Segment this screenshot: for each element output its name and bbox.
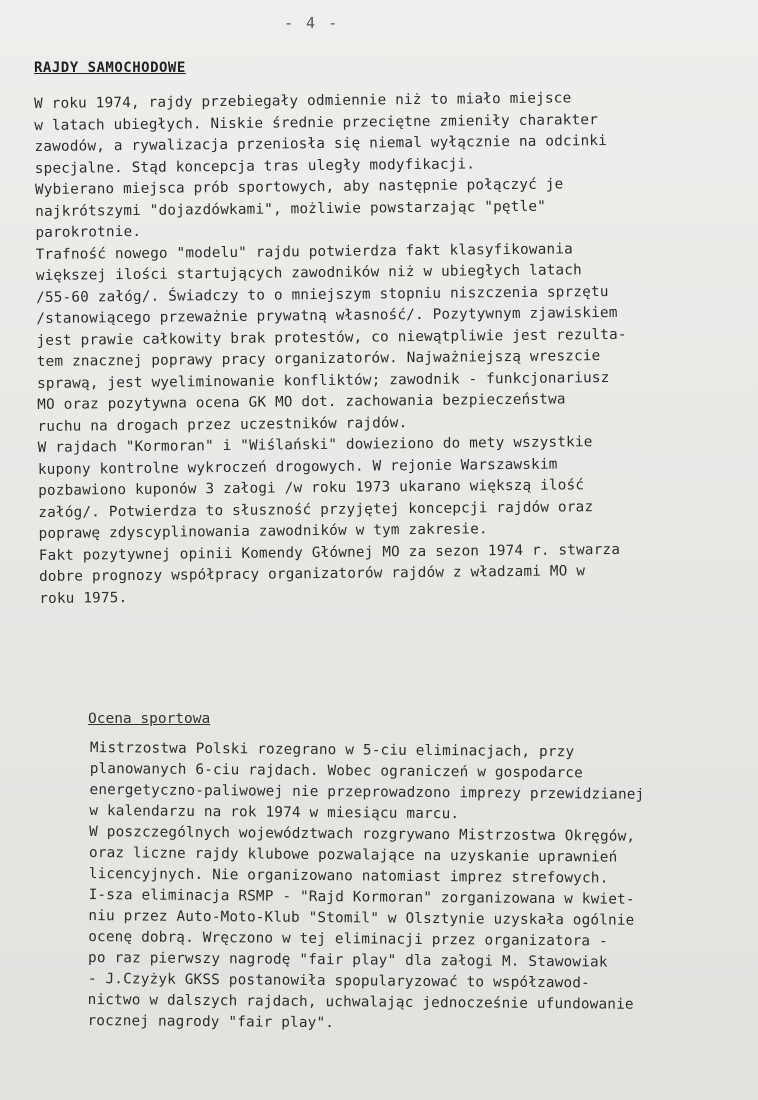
- text-line: rocznej nagrody "fair play".: [87, 1012, 335, 1032]
- text-line: najkrótszymi "dojazdówkami", możliwie powstarzając "pętle": [35, 198, 547, 220]
- text-line: licencyjnych. Nie organizowano natomiast imprez strefowych.: [88, 865, 609, 887]
- text-line: W poszczególnych województwach rozgrywano Mistrzostwa Okręgów,: [89, 823, 636, 845]
- text-line: dobre prognozy współpracy organizatorów rajdów z władzami MO w: [38, 563, 586, 585]
- text-line: większej ilości startujących zawodników niż w ubiegłych latach: [35, 262, 583, 284]
- section-heading-sport-evaluation: Ocena sportowa: [88, 711, 211, 727]
- document-heading: RAJDY SAMOCHODOWE: [34, 60, 186, 76]
- text-line: oraz liczne rajdy klubowe pozwalające na uzyskanie uprawnień: [88, 844, 618, 866]
- text-line: specjalne. Stąd koncepcja tras uległy modyfikacji.: [34, 155, 476, 177]
- paragraph-rally-season: [34, 88, 629, 610]
- paragraph-sport-evaluation: [87, 738, 644, 1037]
- text-line: Trafność nowego "modelu" rajdu potwierdza fakt klasyfikowania: [35, 240, 574, 263]
- text-line: W rajdach "Kormoran" i "Wiślański" dowieziono do mety wszystkie: [37, 434, 593, 456]
- text-line: - J.Czyżyk GKSS postanowiła spopularyzować to współzawod-: [87, 970, 590, 992]
- text-line: kupony kontrolne wykroczeń drogowych. W rejonie Warszawskim: [37, 456, 558, 478]
- text-line: ruchu na drogach przez uczestników rajdów.: [37, 414, 408, 435]
- text-line: zawodów, a rywalizacja przeniosła się niemal wyłącznie na odcinki: [34, 133, 608, 155]
- text-line: w kalendarzu na rok 1974 w miesiącu marcu.: [89, 802, 460, 823]
- text-line: ocenę dobrą. Wręczono w tej eliminacji przez organizatora -: [88, 928, 608, 950]
- text-line: W roku 1974, rajdy przebiegały odmiennie niż to miało miejsce: [34, 90, 572, 112]
- text-line: I-sza eliminacja RSMP - "Rajd Kormoran" zorganizowana w kwiet-: [88, 886, 635, 908]
- text-line: nictwo w dalszych rajdach, uchwalając jednocześnie ufundowanie: [87, 991, 634, 1013]
- text-line: tem znacznej poprawy pracy organizatorów. Najważniejszą wreszcie: [36, 348, 601, 370]
- text-line: Mistrzostwa Polski rozegrano w 5-ciu eliminacjach, przy: [89, 739, 575, 761]
- text-line: planowanych 6-ciu rajdach. Wobec ograniczeń w gospodarce: [89, 760, 583, 782]
- text-line: sprawą, jest wyeliminowanie konfliktów; zawodnik - funkcjonariusz: [36, 369, 610, 392]
- text-line: Wybierano miejsca prób sportowych, aby następnie połączyć je: [34, 176, 564, 198]
- text-line: /55-60 załóg/. Świadczy to o mniejszym stopniu niszczenia sprzętu: [36, 283, 609, 306]
- page-number: - 4 -: [284, 14, 340, 32]
- text-line: pozbawiono kuponów 3 załogi /w roku 1973 ukarano większą ilość: [38, 477, 585, 499]
- text-line: MO oraz pozytywna ocena GK MO dot. zachowania bezpieczeństwa: [37, 391, 566, 413]
- text-line: niu przez Auto-Moto-Klub "Stomil" w Olsztynie uzyskała ogólnie: [88, 907, 635, 929]
- text-line: jest prawie całkowity brak protestów, co niewątpliwie jest rezulta-: [36, 326, 627, 349]
- text-line: po raz pierwszy nagrodę "fair play" dla załogi M. Stawowiak: [88, 949, 608, 971]
- text-line: w latach ubiegłych. Niskie średnie przeciętne zmieniły charakter: [34, 111, 599, 134]
- text-line: parokrotnie.: [35, 223, 142, 241]
- text-line: poprawę zdyscyplinowania zawodników w tym zakresie.: [38, 521, 488, 542]
- text-line: roku 1975.: [39, 589, 128, 607]
- text-line: Fakt pozytywnej opinii Komendy Głównej MO za sezon 1974 r. stwarza: [38, 541, 621, 564]
- text-line: /stanowiącego przeważnie prywatną własność/. Pozytywnym zjawiskiem: [36, 304, 618, 327]
- text-line: załóg/. Potwierdza to słuszność przyjętej koncepcji rajdów oraz: [38, 498, 594, 521]
- text-line: energetyczno-paliwowej nie przeprowadzono imprezy przewidzianej: [89, 781, 645, 803]
